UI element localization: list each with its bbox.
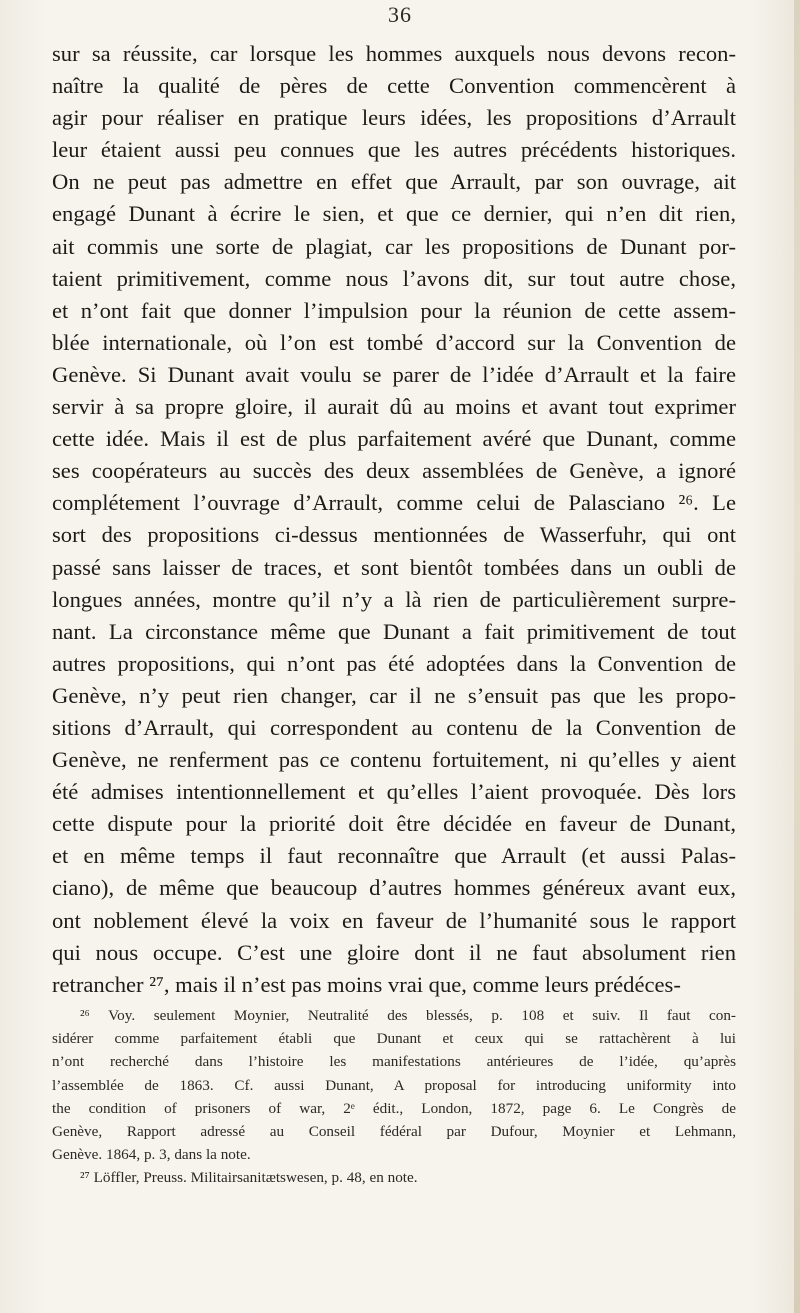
footnote-26-line: ²⁶ Voy. seulement Moynier, Neutralité des blessés, p. 108 et suiv. Il faut con- — [80, 1007, 736, 1024]
text-line: cette idée. Mais il est de plus parfaitement avéré que Dunant, comme — [52, 426, 736, 452]
page-edge — [794, 0, 800, 1313]
footnote-26-line: Genève. 1864, p. 3, dans la note. — [52, 1146, 251, 1164]
text-line: retrancher ²⁷, mais il n’est pas moins vrai que, comme leurs prédéces- — [52, 971, 681, 997]
text-line: servir à sa propre gloire, il aurait dû au moins et avant tout exprimer — [52, 394, 736, 420]
text-line: complétement l’ouvrage d’Arrault, comme celui de Palasciano ²⁶. Le — [52, 490, 736, 516]
text-line: et en même temps il faut reconnaître que Arrault (et aussi Palas- — [52, 843, 736, 869]
text-line: Genève, ne renferment pas ce contenu fortuitement, ni qu’elles y aient — [52, 747, 736, 773]
text-line: taient primitivement, comme nous l’avons dit, sur tout autre chose, — [52, 265, 736, 291]
footnote-26-line: the condition of prisoners of war, 2ᵉ édit., London, 1872, page 6. Le Congrès de — [52, 1099, 736, 1117]
text-line: blée internationale, où l’on est tombé d’accord sur la Convention de — [52, 329, 736, 355]
text-line: On ne peut pas admettre en effet que Arrault, par son ouvrage, ait — [52, 169, 736, 195]
text-line: ses coopérateurs au succès des deux assemblées de Genève, a ignoré — [52, 458, 736, 484]
text-line: ont noblement élevé la voix en faveur de l’humanité sous le rapport — [52, 907, 736, 933]
text-line: ciano), de même que beaucoup d’autres hommes généreux avant eux, — [52, 875, 736, 901]
text-line: autres propositions, qui n’ont pas été adoptées dans la Convention de — [52, 650, 736, 676]
text-line: passé sans laisser de traces, et sont bientôt tombées dans un oubli de — [52, 554, 736, 580]
text-line: qui nous occupe. C’est une gloire dont il ne faut absolument rien — [52, 939, 736, 965]
text-line: naître la qualité de pères de cette Convention commencèrent à — [52, 73, 736, 99]
footnote-26-line: n’ont recherché dans l’histoire les manifestations antérieures de l’idée, qu’après — [52, 1053, 736, 1071]
text-line: nant. La circonstance même que Dunant a fait primitivement de tout — [52, 618, 736, 644]
page-number: 36 — [388, 2, 412, 27]
text-line: Genève, n’y peut rien changer, car il ne s’ensuit pas que les propo- — [52, 682, 736, 708]
footnote-27-line: ²⁷ Löffler, Preuss. Militairsanitætswesen, p. 48, en note. — [80, 1169, 418, 1187]
footnotes — [52, 1004, 736, 1190]
text-line: cette dispute pour la priorité doit être décidée en faveur de Dunant, — [52, 811, 736, 837]
main-text — [52, 38, 736, 1001]
footnote-26-line: Genève, Rapport adressé au Conseil fédéral par Dufour, Moynier et Lehmann, — [52, 1122, 736, 1140]
text-line: longues années, montre qu’il n’y a là rien de particulièrement surpre- — [52, 586, 736, 612]
footnote-26-line: sidérer comme parfaitement établi que Dunant et ceux qui se rattachèrent à lui — [52, 1030, 736, 1048]
text-line: leur étaient aussi peu connues que les autres précédents historiques. — [52, 137, 736, 163]
text-line: Genève. Si Dunant avait voulu se parer de l’idée d’Arrault et la faire — [52, 361, 736, 387]
text-line: été admises intentionnellement et qu’elles l’aient provoquée. Dès lors — [52, 779, 736, 805]
text-line: ait commis une sorte de plagiat, car les propositions de Dunant por- — [52, 233, 736, 259]
text-line: et n’ont fait que donner l’impulsion pour la réunion de cette assem- — [52, 297, 736, 323]
text-line: sort des propositions ci-dessus mentionnées de Wasserfuhr, qui ont — [52, 522, 736, 548]
footnote-26-line: l’assemblée de 1863. Cf. aussi Dunant, A proposal for introducing uniformity into — [52, 1076, 736, 1094]
text-line: engagé Dunant à écrire le sien, et que ce dernier, qui n’en dit rien, — [52, 201, 736, 227]
text-line: sur sa réussite, car lorsque les hommes auxquels nous devons recon- — [52, 41, 736, 66]
text-line: agir pour réaliser en pratique leurs idées, les propositions d’Arrault — [52, 105, 736, 131]
text-line: sitions d’Arrault, qui correspondent au contenu de la Convention de — [52, 714, 736, 740]
